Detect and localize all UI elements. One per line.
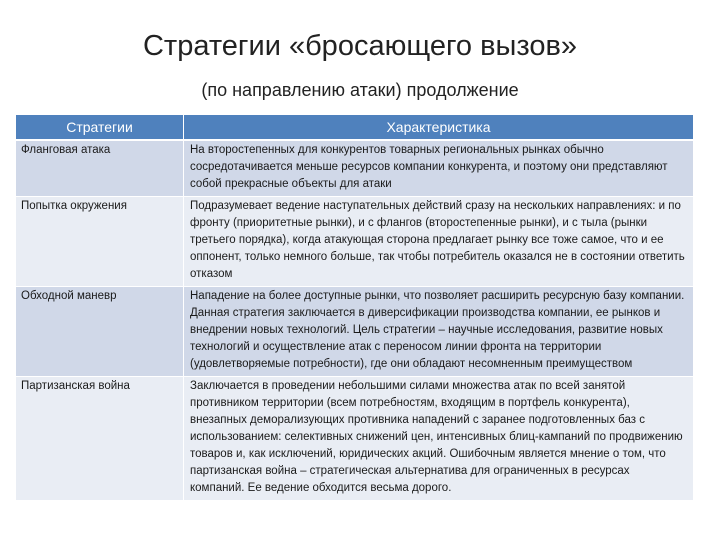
strategy-name: Партизанская война: [16, 377, 184, 501]
strategy-description: На второстепенных для конкурентов товарных региональных рынках обычно сосредотачивается меньше ресурсов компании конкурента, и поэтому они представляют собой прекрасные объекты для атаки: [184, 140, 694, 197]
strategy-name: Попытка окружения: [16, 197, 184, 287]
header-strategies: Стратегии: [16, 115, 184, 141]
strategy-description: Подразумевает ведение наступательных действий сразу на нескольких направлениях: и по фронту (приоритетные рынки), и с флангов (второстепенные рынки), и с тыла (рынки третьего порядка), когда атакующая сторона предлагает рынку все тоже самое, что и ее оппонент, только немного больше, так чтобы потребитель оказался не в состоянии ответить отказом: [184, 197, 694, 287]
table-row: [16, 287, 694, 377]
strategy-name: Фланговая атака: [16, 140, 184, 197]
slide-subtitle: (по направлению атаки) продолжение: [201, 80, 519, 100]
table-row: [16, 197, 694, 287]
header-characteristics: Характеристика: [184, 115, 694, 141]
strategy-description: Заключается в проведении небольшими силами множества атак по всей занятой противником территории (всем потребностям, входящим в портфель конкурента), внезапных деморализующих противника нападений с заранее подготовленных баз с использованием: селективных снижений цен, интенсивных блиц-кампаний по продвижению товаров и, как исключений, юридических акций. Ошибочным является мнение о том, что партизанская война – стратегическая альтернатива для ограниченных в ресурсах компаний. Ее ведение обходится весьма дорого.: [184, 377, 694, 501]
strategies-table: [15, 114, 694, 501]
strategy-name: Обходной маневр: [16, 287, 184, 377]
table-row: [16, 140, 694, 197]
table-header-row: [16, 115, 694, 141]
table-row: [16, 377, 694, 501]
slide-title: Стратегии «бросающего вызов»: [142, 30, 577, 62]
strategy-description: Нападение на более доступные рынки, что позволяет расширить ресурсную базу компании. Данная стратегия заключается в диверсификации производства компании, ее рынков и внедрении новых технологий. Цель стратегии – научные исследования, развитие новых технологий и осуществление атак с переносом линии фронта на территории (удовлетворяемые потребности), где они обладают несомненным преимуществом: [184, 287, 694, 377]
